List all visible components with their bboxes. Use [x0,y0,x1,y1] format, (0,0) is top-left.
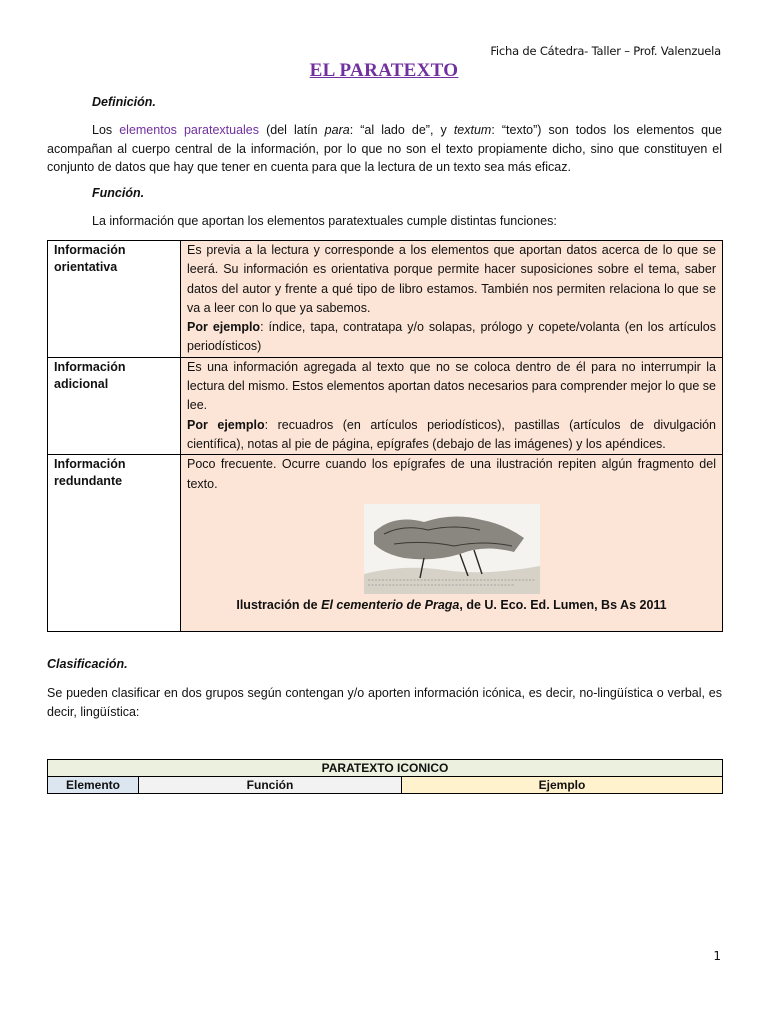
column-header-elemento: Elemento [48,777,139,794]
row-label: Información orientativa [48,241,181,358]
row-text: Poco frecuente. Ocurre cuando los epígrafes de una ilustración repiten algún fragmento del texto. [187,457,716,491]
example-text: : índice, tapa, contratapa y/o solapas, prólogo y copete/volanta (en los artículos periodísticos) [187,320,717,354]
definicion-text-4: : “texto”) son todos los elementos que acompañan al cuerpo central de la información, por lo que no son el texto propiamente dicho, sino que constituyen el conjunto de datos que hay que tener en cuenta para que la lectura de un texto sea más eficaz. [47,123,722,174]
definicion-text-3: : “al lado de”, y [349,123,454,137]
example-label: Por ejemplo [187,320,261,335]
table-title-row [48,760,723,777]
row-description [181,357,723,454]
definicion-para-term: para [324,123,350,137]
example-text: : recuadros (en artículos periodísticos), pastillas (artículos de divulgación científica), notas al pie de página, epígrafes (debajo de las imágenes) y los apéndices. [187,417,717,451]
row-label: Información adicional [48,357,181,454]
clasificacion-text: Se pueden clasificar en dos grupos según contengan y/o aporten información icónica, es decir, no-lingüística o verbal, es decir, lingüística: [47,686,722,719]
column-header-funcion: Función [139,777,402,794]
definicion-text-2: (del latín [259,123,325,137]
row-description [181,455,723,632]
column-header-ejemplo: Ejemplo [402,777,723,794]
caption-prefix: Ilustración de [236,597,322,612]
caption-book-title: El cementerio de Praga [321,597,460,612]
table-title: PARATEXTO ICONICO [48,760,723,777]
document-header: Ficha de Cátedra- Taller – Prof. Valenzuela [490,44,721,58]
definicion-textum-term: textum [453,123,492,137]
table-header-row [48,777,723,794]
funcion-intro: La información que aportan los elementos paratextuales cumple distintas funciones: [92,214,557,228]
table-row [48,241,723,358]
row-label: Información redundante [48,455,181,632]
illustration-image [364,504,540,594]
page-number: 1 [713,949,721,963]
definicion-heading: Definición. [92,95,156,109]
clasificacion-heading: Clasificación. [47,657,128,671]
table-row [48,455,723,632]
row-text: Es previa a la lectura y corresponde a los elementos que aportan datos acerca de lo que se leerá. Su información es orientativa porque permite hacer suposiciones sobre el tema, saber datos del autor y frente a qué tipo de libro estamos. También nos permiten relaciona lo que se va a leer con lo que ya sabemos. [187,243,716,315]
definicion-text-1: Los [92,123,120,137]
paratext-functions-table [47,240,723,632]
row-text: Es una información agregada al texto que no se coloca dentro de él para no interrumpir la lectura del mismo. Estos elementos aportan datos necesarios para comprender mejor lo que se lee. [187,359,716,413]
table-row [48,357,723,454]
funcion-heading: Función. [92,186,145,200]
paratexto-iconico-table [47,759,723,794]
definicion-highlight: elementos paratextuales [119,123,260,137]
example-label: Por ejemplo [187,417,265,432]
definicion-paragraph [47,121,722,177]
page-title: EL PARATEXTO [309,60,459,81]
caption-suffix: , de U. Eco. Ed. Lumen, Bs As 2011 [459,597,667,612]
row-description [181,241,723,358]
illustration-caption [187,596,716,631]
